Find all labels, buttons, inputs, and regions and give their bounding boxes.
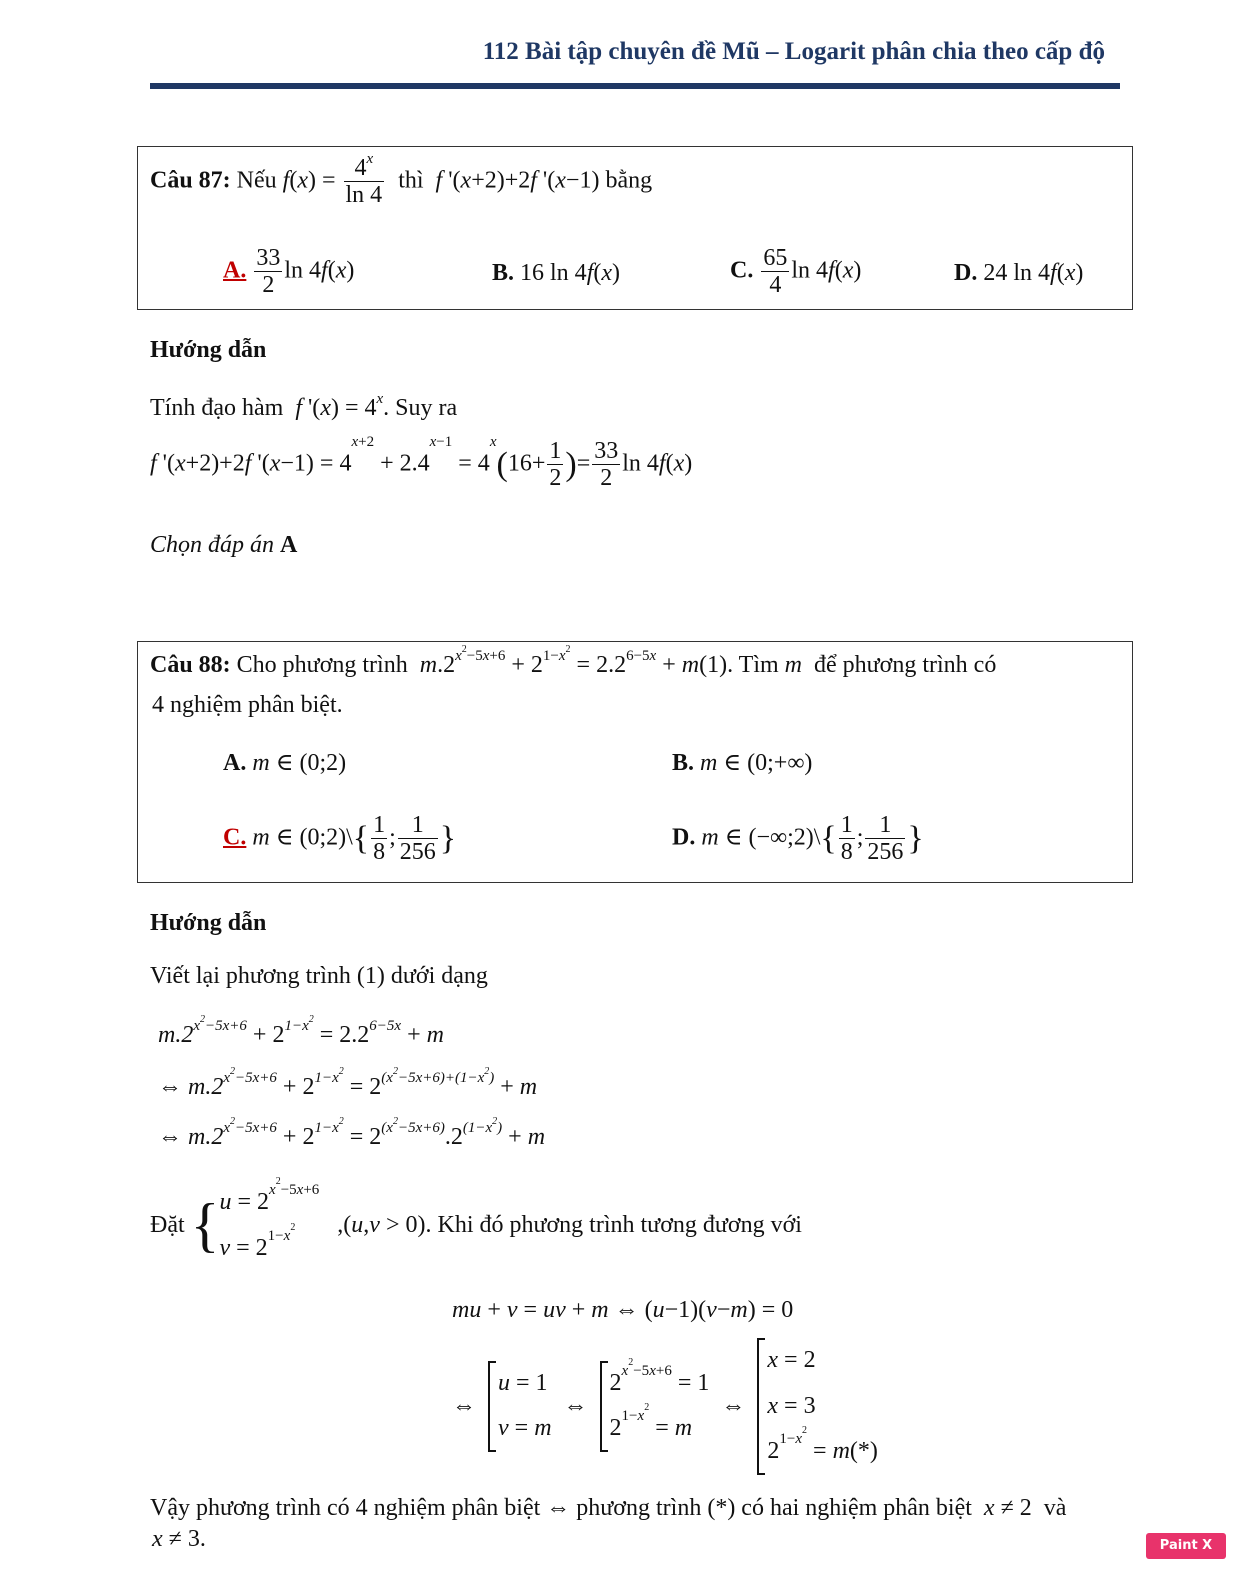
q87-option-c[interactable]: C. $\frac{65}{4}$ ln 4f(x) <box>730 245 862 299</box>
q87-option-b[interactable]: B. 16 ln 4f(x) <box>492 260 621 286</box>
guide-88-conclusion-2: x ≠ 3. <box>152 1526 206 1552</box>
guide-87-line1: Tính đạo hàm f '$(x) = 4^x$. Suy ra <box>150 391 458 421</box>
guide-88-eq2: ⇔ $m.2^{x^2-5x+6} + 2^{1-x^2} = 2^{(x^2-5x+6)+(1-x^2)} + m$ <box>158 1066 538 1100</box>
q87-option-b-label: B. <box>492 260 515 286</box>
q87-text-c: bằng <box>605 167 653 194</box>
guide-88-line1: Viết lại phương trình (1) dưới dạng <box>150 963 488 989</box>
q87-text-a: Nếu <box>236 167 277 194</box>
q87-option-d-label: D. <box>954 260 978 286</box>
q88-option-a[interactable]: A. m ∈ (0;2) <box>223 750 347 776</box>
q88-text-c: để phương trình có <box>814 652 997 678</box>
guide-88-eq3: ⇔ $m.2^{x^2-5x+6} + 2^{1-x^2} = 2^{(x^2-5x+6)}.2^{(1-x^2)} + m$ <box>158 1116 546 1150</box>
q88-text-b: . Tìm <box>727 652 779 678</box>
q88-option-c-label: C. <box>223 824 247 851</box>
guide-87-heading: Hướng dẫn <box>150 337 267 363</box>
guide-87-choose: Chọn đáp án A <box>150 532 298 558</box>
q87-option-a-label: A. <box>223 257 247 284</box>
q88-option-d[interactable]: D. m ∈ (−∞;2)\{ $\frac{1}{8}$ ; $\frac{1}{256}$ } <box>672 812 924 866</box>
guide-88-eq1: $m.2^{x^2-5x+6} + 2^{1-x^2} = 2.2^{6-5x} + m$ <box>158 1014 444 1048</box>
q87-option-c-label: C. <box>730 257 754 284</box>
q88-label: Câu 88: <box>150 652 231 678</box>
page-header-title: 112 Bài tập chuyên đề Mũ – Logarit phân chia theo cấp độ <box>482 38 1105 65</box>
q87-text-b: thì <box>398 167 424 194</box>
q88-stem: Câu 88: Cho phương trình $m.2^{x^2-5x+6} + 2^{1-x^2} = 2.2^{6-5x} + m(1)$. Tìm m để phương trình có <box>150 644 997 678</box>
guide-88-eq4: mu + v = uv + m ⇔ (u−1)(v−m) = 0 <box>452 1297 794 1323</box>
q87-option-d[interactable]: D. 24 ln 4f(x) <box>954 260 1084 286</box>
header-rule <box>150 83 1120 89</box>
q88-option-b[interactable]: B. m ∈ (0;+∞) <box>672 750 813 776</box>
guide-88-conclusion: Vậy phương trình có 4 nghiệm phân biệt ⇔ phương trình (*) có hai nghiệm phân biệt x ≠ 2 và <box>150 1495 1067 1521</box>
q87-stem: Câu 87: Nếu f(x) = $\frac{4^x}{\ln 4}$ thì f '(x+2)+2f '(x−1) bằng <box>150 151 653 209</box>
q87-option-a[interactable]: A. $\frac{33}{2}$ ln 4f(x) <box>223 245 355 299</box>
q88-option-b-label: B. <box>672 750 695 776</box>
q87-fraction: $\frac{4^x}{\ln 4}$ <box>345 151 383 209</box>
q88-option-d-label: D. <box>672 824 696 851</box>
guide-88-eq5: ⇔ u = 1 v = m ⇔ $2^{x^2-5x+6} = 1$ $2^{1-x^2} = m$ ⇔ x = 2 x = 3 $2^{1-x^2} = m(*)$ <box>452 1338 878 1475</box>
q88-text-a: Cho phương trình <box>236 652 408 678</box>
guide-88-substitution: Đặt { $u = 2^{x^2-5x+6}$ $v = 2^{1-x^2}$ ,(u,v > 0). Khi đó phương trình tương đương với <box>150 1176 802 1261</box>
q87-label: Câu 87: <box>150 167 231 194</box>
q88-option-c[interactable]: C. m ∈ (0;2)\{ $\frac{1}{8}$ ; $\frac{1}{256}$ } <box>223 812 457 866</box>
paint-x-lite-badge: Paint X lite <box>1146 1533 1226 1559</box>
guide-87-equation: f '(x+2)+2f '$(x-1) = 4^{x+2} + 2.4^{x-1} = 4^x(16+$ $\frac{1}{2}$ )= $\frac{33}{2}$ ln 4f(x) <box>150 434 693 492</box>
guide-88-heading: Hướng dẫn <box>150 910 267 936</box>
q88-line2: 4 nghiệm phân biệt. <box>152 692 343 718</box>
q88-option-a-label: A. <box>223 750 247 776</box>
